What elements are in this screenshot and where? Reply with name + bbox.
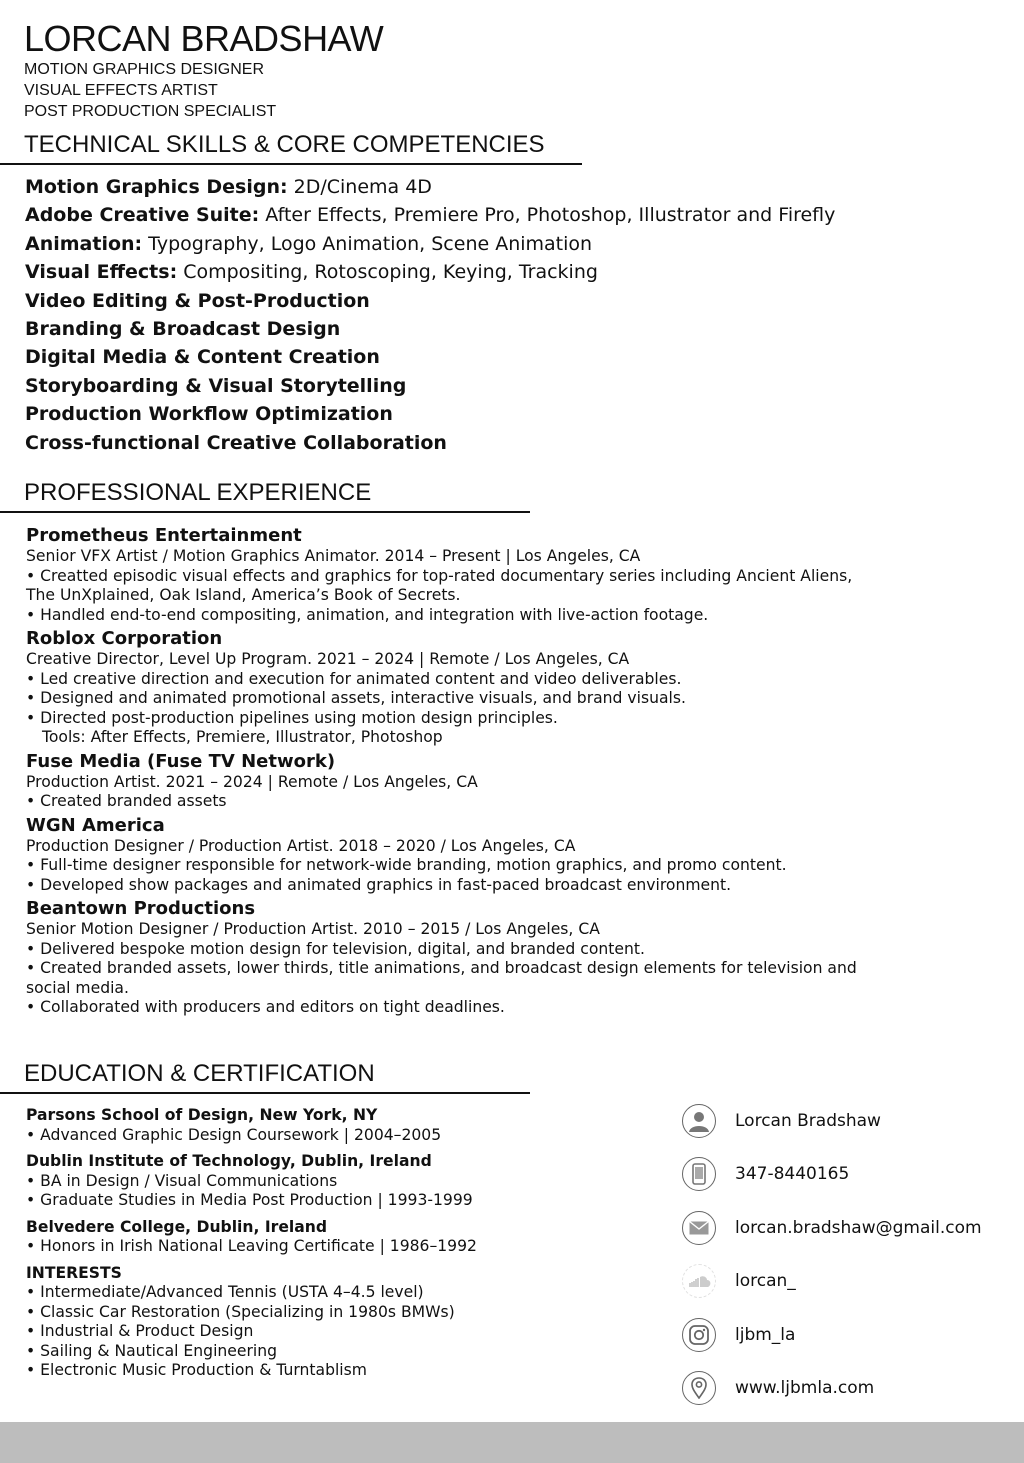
interests-block xyxy=(26,1264,586,1381)
contact-instagram[interactable] xyxy=(682,1308,982,1362)
job-entry xyxy=(26,525,986,625)
contact-website[interactable] xyxy=(682,1362,982,1416)
contact-name xyxy=(682,1094,982,1148)
section-divider xyxy=(0,163,582,165)
section-divider xyxy=(0,511,530,513)
skill-item xyxy=(25,400,835,428)
skill-item xyxy=(25,287,835,315)
skill-label: Motion Graphics Design: xyxy=(25,176,288,198)
skills-list xyxy=(25,173,835,457)
skill-item xyxy=(25,372,835,400)
job-role: Production Artist. 2021 – 2024 | Remote / Los Angeles, CA xyxy=(26,772,478,791)
interest-item: • Intermediate/Advanced Tennis (USTA 4–4.5 level) xyxy=(26,1283,424,1301)
contact-phone[interactable] xyxy=(682,1148,982,1202)
phone-icon xyxy=(682,1157,716,1191)
skill-item xyxy=(25,429,835,457)
company-name: Beantown Productions xyxy=(26,898,256,919)
company-name: Prometheus Entertainment xyxy=(26,525,302,546)
skill-label: Production Workflow Optimization xyxy=(25,403,393,426)
location-pin-icon xyxy=(682,1371,716,1405)
job-titles xyxy=(24,59,276,122)
skill-label: Cross-functional Creative Collaboration xyxy=(25,431,447,454)
skill-item xyxy=(25,343,835,371)
contact-soundcloud-text[interactable]: lorcan_ xyxy=(735,1271,796,1292)
skills-heading: TECHNICAL SKILLS & CORE COMPETENCIES xyxy=(24,131,545,158)
school-name: Dublin Institute of Technology, Dublin, Ireland xyxy=(26,1152,432,1170)
skill-label: Storyboarding & Visual Storytelling xyxy=(25,374,407,397)
contact-instagram-text[interactable]: ljbm_la xyxy=(735,1324,796,1345)
skill-label: Animation: xyxy=(25,232,143,255)
job-bullet: • Handled end-to-end compositing, animation, and integration with live-action footage. xyxy=(26,605,709,624)
job-bullet: The UnXplained, Oak Island, America’s Book of Secrets. xyxy=(26,586,461,604)
skill-item xyxy=(25,201,835,229)
skill-label: Branding & Broadcast Design xyxy=(25,318,341,341)
company-name: WGN America xyxy=(26,814,165,836)
title-line: VISUAL EFFECTS ARTIST xyxy=(24,82,218,99)
job-entry xyxy=(26,751,986,812)
skill-label: Digital Media & Content Creation xyxy=(25,346,380,369)
footer-bar xyxy=(0,1422,1024,1463)
job-bullet: • Developed show packages and animated graphics in fast-paced broadcast environment. xyxy=(26,875,732,894)
skill-detail: 2D/Cinema 4D xyxy=(287,176,432,198)
interest-item: • Sailing & Nautical Engineering xyxy=(26,1341,277,1360)
education-entry xyxy=(26,1152,586,1211)
job-role: Creative Director, Level Up Program. 2021 – 2024 | Remote / Los Angeles, CA xyxy=(26,650,630,668)
education-detail: • Graduate Studies in Media Post Production | 1993-1999 xyxy=(26,1191,473,1209)
contact-soundcloud[interactable] xyxy=(682,1255,982,1309)
school-name: Parsons School of Design, New York, NY xyxy=(26,1106,378,1124)
interests-heading: INTERESTS xyxy=(26,1263,122,1282)
job-bullet: • Created branded assets, lower thirds, title animations, and broadcast design elements for television and xyxy=(26,959,857,977)
experience-heading: PROFESSIONAL EXPERIENCE xyxy=(24,479,372,506)
job-bullet: • Created branded assets xyxy=(26,792,227,810)
job-bullet: social media. xyxy=(26,978,129,997)
education-detail: • Honors in Irish National Leaving Certificate | 1986–1992 xyxy=(26,1237,477,1255)
job-entry xyxy=(26,898,986,1018)
skill-item xyxy=(25,315,835,343)
job-bullet: • Designed and animated promotional assets, interactive visuals, and brand visuals. xyxy=(26,689,686,707)
skill-label: Video Editing & Post-Production xyxy=(25,289,370,312)
skill-item xyxy=(25,230,835,258)
title-line: MOTION GRAPHICS DESIGNER xyxy=(24,61,265,78)
job-bullet: • Creatted episodic visual effects and graphics for top-rated documentary series including Ancient Aliens, xyxy=(26,566,853,585)
skill-detail: Compositing, Rotoscoping, Keying, Tracking xyxy=(177,261,598,284)
interest-item: • Classic Car Restoration (Specializing in 1980s BMWs) xyxy=(26,1302,455,1321)
skill-detail: After Effects, Premiere Pro, Photoshop, Illustrator and Firefly xyxy=(259,204,836,227)
contact-email-text[interactable]: lorcan.bradshaw@gmail.com xyxy=(735,1217,982,1238)
contact-website-text[interactable]: www.ljbmla.com xyxy=(735,1378,875,1399)
experience-heading-wrap xyxy=(24,479,371,507)
education-entry xyxy=(26,1218,586,1257)
education-detail: • BA in Design / Visual Communications xyxy=(26,1171,338,1190)
job-role: Production Designer / Production Artist. 2018 – 2020 / Los Angeles, CA xyxy=(26,836,576,855)
company-name: Fuse Media (Fuse TV Network) xyxy=(26,750,336,772)
education-detail: • Advanced Graphic Design Coursework | 2004–2005 xyxy=(26,1125,442,1144)
education-entry xyxy=(26,1106,586,1145)
job-bullet: • Full-time designer responsible for network-wide branding, motion graphics, and promo content. xyxy=(26,856,787,874)
education-heading: EDUCATION & CERTIFICATION xyxy=(24,1060,375,1087)
job-bullet: • Directed post-production pipelines using motion design principles. xyxy=(26,708,558,727)
interest-item: • Industrial & Product Design xyxy=(26,1322,254,1340)
skill-item xyxy=(25,258,835,286)
contact-email[interactable] xyxy=(682,1201,982,1255)
job-bullet: • Led creative direction and execution for animated content and video deliverables. xyxy=(26,669,682,688)
contact-name-text: Lorcan Bradshaw xyxy=(735,1110,881,1131)
skill-item xyxy=(25,173,835,201)
job-entry xyxy=(26,628,986,748)
section-divider xyxy=(0,1092,530,1094)
soundcloud-icon xyxy=(682,1264,716,1298)
education-heading-wrap xyxy=(24,1060,375,1088)
candidate-name: LORCAN BRADSHAW xyxy=(24,18,384,59)
email-icon xyxy=(682,1211,716,1245)
contact-phone-text[interactable]: 347-8440165 xyxy=(735,1164,850,1185)
job-role: Senior Motion Designer / Production Artist. 2010 – 2015 / Los Angeles, CA xyxy=(26,920,600,938)
school-name: Belvedere College, Dublin, Ireland xyxy=(26,1217,328,1236)
contact-list xyxy=(682,1094,982,1415)
education-list xyxy=(26,1106,586,1388)
interest-item: • Electronic Music Production & Turntablism xyxy=(26,1361,367,1379)
skill-detail: Typography, Logo Animation, Scene Animation xyxy=(142,232,593,255)
job-tools: Tools: After Effects, Premiere, Illustrator, Photoshop xyxy=(42,728,443,746)
skills-heading-wrap xyxy=(24,131,545,159)
job-bullet: • Delivered bespoke motion design for television, digital, and branded content. xyxy=(26,939,645,958)
instagram-icon xyxy=(682,1318,716,1352)
job-entry xyxy=(26,815,986,896)
company-name: Roblox Corporation xyxy=(26,628,223,649)
job-role: Senior VFX Artist / Motion Graphics Animator. 2014 – Present | Los Angeles, CA xyxy=(26,547,641,565)
person-icon xyxy=(682,1104,716,1138)
experience-list xyxy=(26,525,986,1021)
skill-label: Visual Effects: xyxy=(25,261,178,284)
skill-label: Adobe Creative Suite: xyxy=(25,204,260,227)
job-bullet: • Collaborated with producers and editors on tight deadlines. xyxy=(26,998,505,1016)
title-line: POST PRODUCTION SPECIALIST xyxy=(24,103,277,120)
